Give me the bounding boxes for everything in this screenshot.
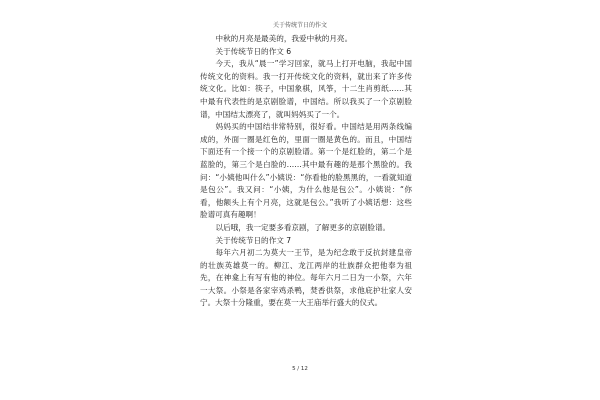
document-body: [200, 33, 412, 310]
page-header: 关于传统节日的作文: [272, 22, 327, 29]
essay-6-paragraph: 以后哦，我一定要多看京剧，了解更多的京剧脸谱。: [215, 222, 391, 232]
essay-6-paragraph: 今天，我从“晨一”学习回家，就马上打开电脑，我起中国传统文化的资料。我一打开传统文化的资料，就出来了许多传统文化。比如：筷子，中国象棋，风筝，十二生肖剪纸……其中最有代表性的是京剧脸谱，中国结。所以我买了一个京剧脸谱，中国结太漂亮了，就叫妈妈买了一个。: [200, 59, 412, 119]
essay-6-paragraph: 妈妈买的中国结非常特别，很好看。中国结是用两条线编成的，外面一圈是红色的，里面一圈是黄色的。而且，中国结下面还有一个接一个的京剧脸谱。第一个是红脸的，第二个是蓝脸的，第三个是白脸的……其中最有趣的是那个黑脸的。我问：“小姨他叫什么”小姨说：“你看他的脸黑黑的，一看就知道是包公”。我又问：“小姨，为什么他是包公”。小姨说：“你看，他额头上有个月亮，这就是包公。”我听了小姨话想：这些脸谱可真有趣啊！: [200, 122, 412, 220]
intro-line: 中秋的月亮是最美的，我爱中秋的月亮。: [215, 34, 353, 43]
essay-7-heading: 关于传统节日的作文 7: [215, 235, 292, 245]
page-number: 5 / 12: [292, 366, 308, 372]
essay-7-paragraph: 每年六月初二为莫大一王节，是为纪念敢于反抗封建皇帝的壮族英雄莫一的。柳江、龙江两岸的壮族群众把他奉为祖先，在神龛上有写有他的神位。每年六月二日为一小祭，六年一大祭。小祭是各家宰鸡杀鸭，焚香供祭，求他庇护壮家人安宁。大祭十分隆重，要在莫一大王庙举行盛大的仪式。: [200, 248, 412, 308]
essay-6-heading: 关于传统节日的作文 6: [215, 46, 292, 56]
